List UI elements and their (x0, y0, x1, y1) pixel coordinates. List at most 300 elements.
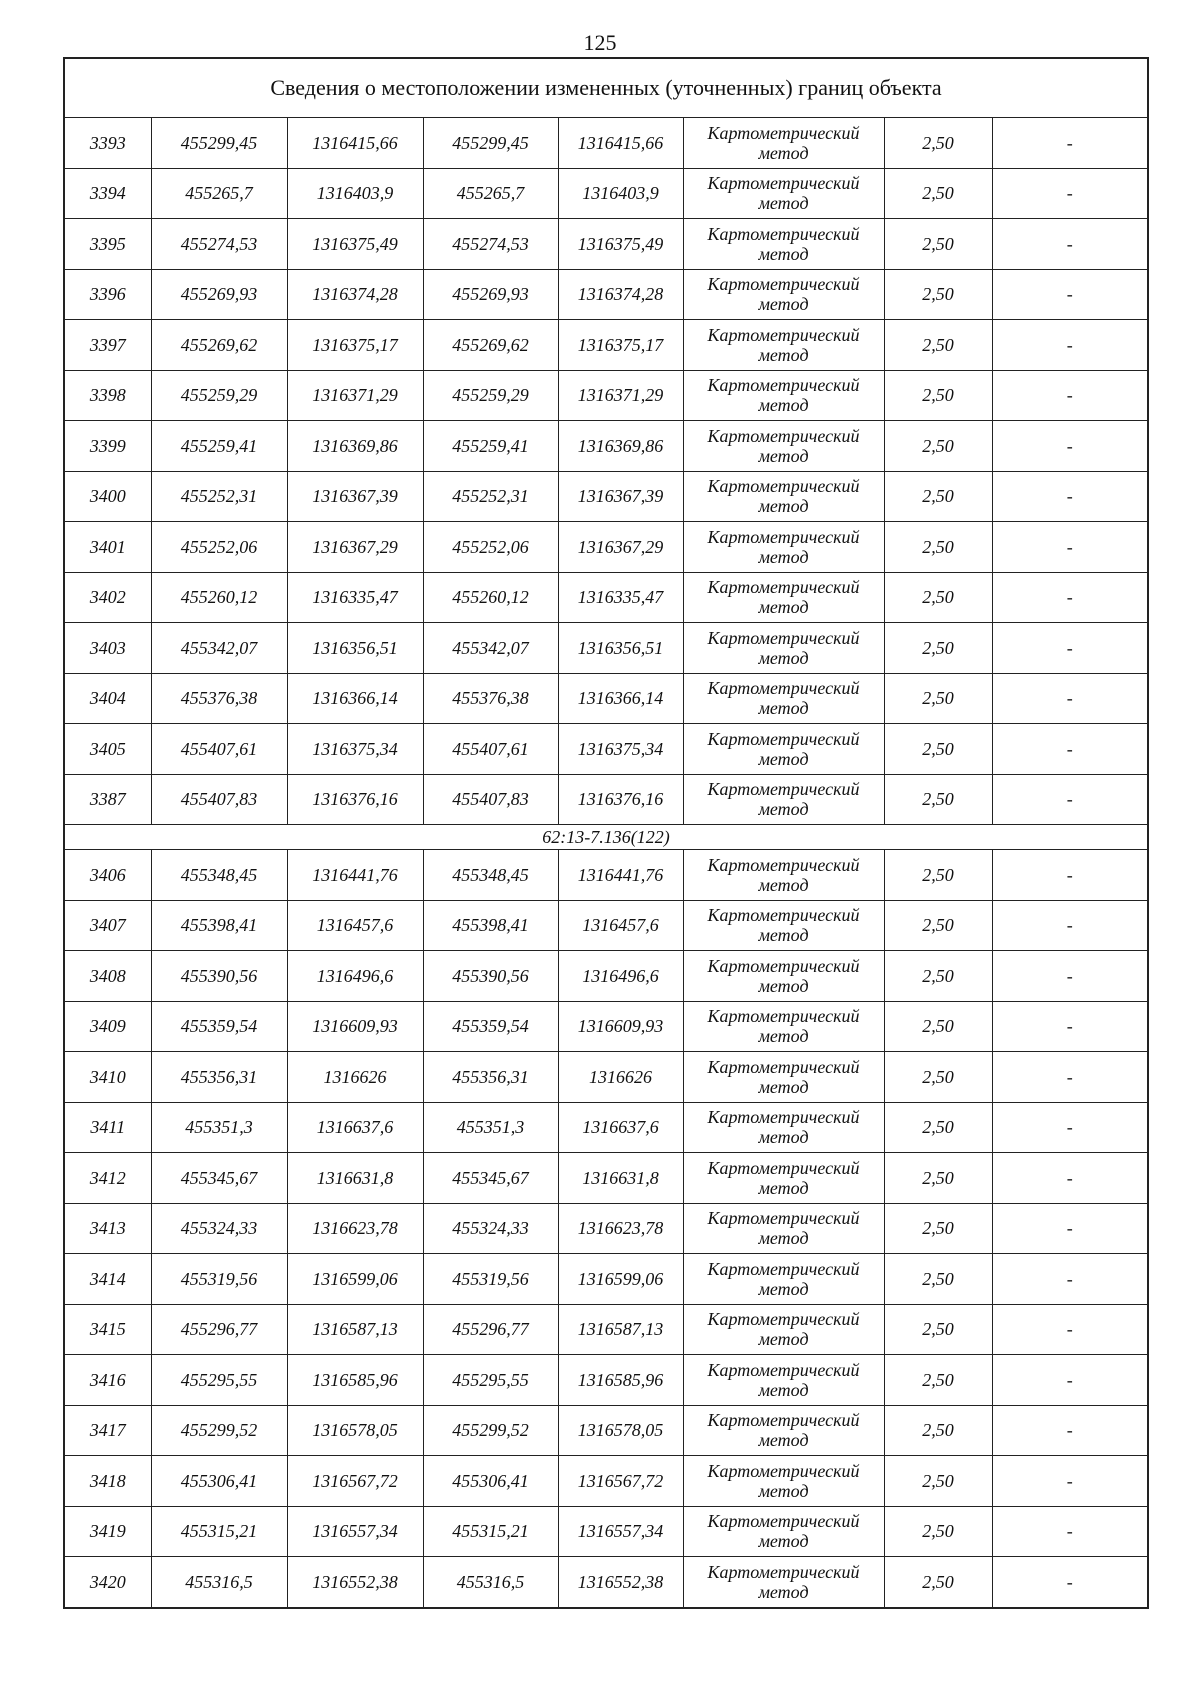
table-row (64, 1052, 1148, 1103)
method-cell (683, 572, 884, 623)
existing-x-cell: 455252,06 (151, 522, 287, 573)
note-cell: - (992, 774, 1148, 825)
method-line1: Картометрический (707, 122, 860, 143)
accuracy-cell: 2,50 (884, 1557, 992, 1608)
existing-x-cell: 455324,33 (151, 1203, 287, 1254)
point-number-cell: 3420 (64, 1557, 151, 1608)
existing-y-cell: 1316609,93 (287, 1001, 423, 1052)
note-cell: - (992, 1203, 1148, 1254)
page-number: 125 (583, 30, 617, 55)
accuracy-cell: 2,50 (884, 623, 992, 674)
note-cell: - (992, 1456, 1148, 1507)
accuracy-cell: 2,50 (884, 1456, 992, 1507)
table-row (64, 850, 1148, 901)
point-number-cell: 3408 (64, 951, 151, 1002)
existing-x-cell: 455265,7 (151, 168, 287, 219)
method-cell (683, 673, 884, 724)
note-cell: - (992, 1304, 1148, 1355)
method-line1: Картометрический (707, 678, 860, 699)
existing-x-cell: 455260,12 (151, 572, 287, 623)
note-cell: - (992, 421, 1148, 472)
refined-x-cell: 455356,31 (423, 1052, 558, 1103)
accuracy-cell: 2,50 (884, 1304, 992, 1355)
note-cell: - (992, 522, 1148, 573)
method-line1: Картометрический (707, 854, 860, 875)
point-number-cell: 3405 (64, 724, 151, 775)
existing-x-cell: 455398,41 (151, 900, 287, 951)
method-line2: метод (758, 597, 809, 618)
note-cell: - (992, 900, 1148, 951)
method-line1: Картометрический (707, 173, 860, 194)
section-header-row (64, 825, 1148, 850)
method-line1: Картометрический (707, 223, 860, 244)
existing-x-cell: 455296,77 (151, 1304, 287, 1355)
method-line1: Картометрический (707, 425, 860, 446)
existing-y-cell: 1316415,66 (287, 118, 423, 169)
existing-x-cell: 455269,93 (151, 269, 287, 320)
existing-x-cell: 455259,41 (151, 421, 287, 472)
method-line1: Картометрический (707, 1258, 860, 1279)
refined-y-cell: 1316637,6 (558, 1102, 683, 1153)
existing-y-cell: 1316557,34 (287, 1506, 423, 1557)
method-line1: Картометрический (707, 1208, 860, 1229)
refined-x-cell: 455265,7 (423, 168, 558, 219)
note-cell: - (992, 118, 1148, 169)
existing-y-cell: 1316375,34 (287, 724, 423, 775)
existing-x-cell: 455348,45 (151, 850, 287, 901)
accuracy-cell: 2,50 (884, 1001, 992, 1052)
existing-y-cell: 1316369,86 (287, 421, 423, 472)
point-number-cell: 3412 (64, 1153, 151, 1204)
method-line2: метод (758, 294, 809, 315)
point-number-cell: 3417 (64, 1405, 151, 1456)
note-cell: - (992, 623, 1148, 674)
point-number-cell: 3396 (64, 269, 151, 320)
accuracy-cell: 2,50 (884, 572, 992, 623)
method-line1: Картометрический (707, 274, 860, 295)
method-cell (683, 421, 884, 472)
method-cell (683, 1203, 884, 1254)
accuracy-cell: 2,50 (884, 421, 992, 472)
method-line1: Картометрический (707, 324, 860, 345)
point-number-cell: 3402 (64, 572, 151, 623)
method-line2: метод (758, 395, 809, 416)
accuracy-cell: 2,50 (884, 370, 992, 421)
note-cell: - (992, 1506, 1148, 1557)
existing-x-cell: 455316,5 (151, 1557, 287, 1608)
refined-y-cell: 1316375,17 (558, 320, 683, 371)
method-line2: метод (758, 698, 809, 719)
accuracy-cell: 2,50 (884, 1153, 992, 1204)
method-line1: Картометрический (707, 375, 860, 396)
point-number-cell: 3400 (64, 471, 151, 522)
method-cell (683, 1557, 884, 1608)
point-number-cell: 3398 (64, 370, 151, 421)
method-line2: метод (758, 1329, 809, 1350)
refined-y-cell: 1316415,66 (558, 118, 683, 169)
method-cell (683, 471, 884, 522)
table-row (64, 320, 1148, 371)
point-number-cell: 3387 (64, 774, 151, 825)
note-cell: - (992, 1405, 1148, 1456)
table-row (64, 724, 1148, 775)
existing-y-cell: 1316587,13 (287, 1304, 423, 1355)
note-cell: - (992, 1355, 1148, 1406)
refined-x-cell: 455299,45 (423, 118, 558, 169)
method-cell (683, 1456, 884, 1507)
method-line2: метод (758, 142, 809, 163)
refined-x-cell: 455359,54 (423, 1001, 558, 1052)
method-line2: метод (758, 874, 809, 895)
refined-x-cell: 455260,12 (423, 572, 558, 623)
existing-y-cell: 1316366,14 (287, 673, 423, 724)
table-row (64, 168, 1148, 219)
refined-x-cell: 455306,41 (423, 1456, 558, 1507)
existing-y-cell: 1316375,49 (287, 219, 423, 270)
accuracy-cell: 2,50 (884, 118, 992, 169)
method-line2: метод (758, 975, 809, 996)
existing-y-cell: 1316403,9 (287, 168, 423, 219)
refined-x-cell: 455315,21 (423, 1506, 558, 1557)
section-label: 62:13-7.136(122) (64, 825, 1148, 850)
refined-y-cell: 1316457,6 (558, 900, 683, 951)
method-line2: метод (758, 1379, 809, 1400)
method-line2: метод (758, 1177, 809, 1198)
note-cell: - (992, 724, 1148, 775)
refined-x-cell: 455324,33 (423, 1203, 558, 1254)
existing-y-cell: 1316552,38 (287, 1557, 423, 1608)
method-cell (683, 522, 884, 573)
method-line1: Картометрический (707, 526, 860, 547)
note-cell: - (992, 1557, 1148, 1608)
method-line2: метод (758, 1076, 809, 1097)
accuracy-cell: 2,50 (884, 1405, 992, 1456)
method-cell (683, 1153, 884, 1204)
existing-y-cell: 1316585,96 (287, 1355, 423, 1406)
method-line2: метод (758, 1581, 809, 1602)
table-row (64, 774, 1148, 825)
refined-x-cell: 455345,67 (423, 1153, 558, 1204)
point-number-cell: 3416 (64, 1355, 151, 1406)
existing-y-cell: 1316567,72 (287, 1456, 423, 1507)
refined-x-cell: 455376,38 (423, 673, 558, 724)
existing-x-cell: 455299,52 (151, 1405, 287, 1456)
accuracy-cell: 2,50 (884, 1102, 992, 1153)
method-cell (683, 1355, 884, 1406)
method-cell (683, 269, 884, 320)
refined-y-cell: 1316631,8 (558, 1153, 683, 1204)
table-row (64, 1254, 1148, 1305)
note-cell: - (992, 1001, 1148, 1052)
refined-y-cell: 1316375,49 (558, 219, 683, 270)
table-row (64, 572, 1148, 623)
refined-y-cell: 1316366,14 (558, 673, 683, 724)
table-row (64, 370, 1148, 421)
existing-y-cell: 1316631,8 (287, 1153, 423, 1204)
table-row (64, 1506, 1148, 1557)
method-line1: Картометрический (707, 955, 860, 976)
existing-y-cell: 1316335,47 (287, 572, 423, 623)
method-line2: метод (758, 647, 809, 668)
method-line1: Картометрический (707, 627, 860, 648)
note-cell: - (992, 951, 1148, 1002)
existing-x-cell: 455274,53 (151, 219, 287, 270)
table-row (64, 1203, 1148, 1254)
note-cell: - (992, 269, 1148, 320)
table-row (64, 118, 1148, 169)
accuracy-cell: 2,50 (884, 1203, 992, 1254)
point-number-cell: 3414 (64, 1254, 151, 1305)
note-cell: - (992, 673, 1148, 724)
method-cell (683, 850, 884, 901)
accuracy-cell: 2,50 (884, 522, 992, 573)
method-line1: Картометрический (707, 905, 860, 926)
note-cell: - (992, 471, 1148, 522)
note-cell: - (992, 572, 1148, 623)
existing-x-cell: 455359,54 (151, 1001, 287, 1052)
table-row (64, 673, 1148, 724)
table-row (64, 1405, 1148, 1456)
note-cell: - (992, 219, 1148, 270)
refined-y-cell: 1316374,28 (558, 269, 683, 320)
method-line1: Картометрический (707, 577, 860, 598)
point-number-cell: 3404 (64, 673, 151, 724)
existing-y-cell: 1316637,6 (287, 1102, 423, 1153)
refined-x-cell: 455398,41 (423, 900, 558, 951)
point-number-cell: 3397 (64, 320, 151, 371)
method-line1: Картометрический (707, 1410, 860, 1431)
refined-x-cell: 455259,29 (423, 370, 558, 421)
table-row (64, 269, 1148, 320)
accuracy-cell: 2,50 (884, 219, 992, 270)
note-cell: - (992, 1102, 1148, 1153)
table-row (64, 1557, 1148, 1608)
accuracy-cell: 2,50 (884, 471, 992, 522)
existing-x-cell: 455376,38 (151, 673, 287, 724)
method-line2: метод (758, 925, 809, 946)
accuracy-cell: 2,50 (884, 774, 992, 825)
table-row (64, 471, 1148, 522)
method-line2: метод (758, 1531, 809, 1552)
method-line2: метод (758, 1278, 809, 1299)
refined-x-cell: 455390,56 (423, 951, 558, 1002)
method-line1: Картометрический (707, 1460, 860, 1481)
method-cell (683, 724, 884, 775)
point-number-cell: 3418 (64, 1456, 151, 1507)
table-row (64, 900, 1148, 951)
table-body (64, 58, 1148, 1608)
point-number-cell: 3409 (64, 1001, 151, 1052)
existing-y-cell: 1316367,29 (287, 522, 423, 573)
refined-y-cell: 1316496,6 (558, 951, 683, 1002)
point-number-cell: 3406 (64, 850, 151, 901)
accuracy-cell: 2,50 (884, 724, 992, 775)
note-cell: - (992, 1254, 1148, 1305)
point-number-cell: 3401 (64, 522, 151, 573)
point-number-cell: 3410 (64, 1052, 151, 1103)
method-cell (683, 1001, 884, 1052)
method-line1: Картометрический (707, 1107, 860, 1128)
table-row (64, 951, 1148, 1002)
accuracy-cell: 2,50 (884, 1506, 992, 1557)
existing-x-cell: 455345,67 (151, 1153, 287, 1204)
table-row (64, 522, 1148, 573)
point-number-cell: 3395 (64, 219, 151, 270)
refined-x-cell: 455269,93 (423, 269, 558, 320)
point-number-cell: 3399 (64, 421, 151, 472)
accuracy-cell: 2,50 (884, 850, 992, 901)
point-number-cell: 3411 (64, 1102, 151, 1153)
method-line2: метод (758, 445, 809, 466)
table-row (64, 1001, 1148, 1052)
method-line1: Картометрический (707, 1006, 860, 1027)
method-line2: метод (758, 799, 809, 820)
existing-y-cell: 1316374,28 (287, 269, 423, 320)
existing-y-cell: 1316623,78 (287, 1203, 423, 1254)
method-line1: Картометрический (707, 1309, 860, 1330)
refined-x-cell: 455252,31 (423, 471, 558, 522)
refined-y-cell: 1316335,47 (558, 572, 683, 623)
refined-x-cell: 455407,83 (423, 774, 558, 825)
method-cell (683, 1405, 884, 1456)
method-line2: метод (758, 243, 809, 264)
table-row (64, 1304, 1148, 1355)
accuracy-cell: 2,50 (884, 320, 992, 371)
existing-y-cell: 1316496,6 (287, 951, 423, 1002)
method-line1: Картометрический (707, 476, 860, 497)
refined-x-cell: 455342,07 (423, 623, 558, 674)
existing-y-cell: 1316626 (287, 1052, 423, 1103)
accuracy-cell: 2,50 (884, 269, 992, 320)
point-number-cell: 3407 (64, 900, 151, 951)
method-line2: метод (758, 1430, 809, 1451)
existing-x-cell: 455252,31 (151, 471, 287, 522)
existing-x-cell: 455259,29 (151, 370, 287, 421)
method-line1: Картометрический (707, 728, 860, 749)
point-number-cell: 3413 (64, 1203, 151, 1254)
method-cell (683, 623, 884, 674)
accuracy-cell: 2,50 (884, 1254, 992, 1305)
existing-y-cell: 1316457,6 (287, 900, 423, 951)
method-cell (683, 219, 884, 270)
accuracy-cell: 2,50 (884, 900, 992, 951)
existing-y-cell: 1316367,39 (287, 471, 423, 522)
method-line2: метод (758, 748, 809, 769)
method-line2: метод (758, 1127, 809, 1148)
refined-x-cell: 455299,52 (423, 1405, 558, 1456)
method-line1: Картометрический (707, 1561, 860, 1582)
method-line1: Картометрический (707, 1157, 860, 1178)
note-cell: - (992, 320, 1148, 371)
existing-x-cell: 455407,83 (151, 774, 287, 825)
existing-x-cell: 455315,21 (151, 1506, 287, 1557)
table-row (64, 1153, 1148, 1204)
note-cell: - (992, 1052, 1148, 1103)
refined-x-cell: 455252,06 (423, 522, 558, 573)
table-row (64, 1355, 1148, 1406)
existing-y-cell: 1316375,17 (287, 320, 423, 371)
existing-y-cell: 1316441,76 (287, 850, 423, 901)
refined-y-cell: 1316599,06 (558, 1254, 683, 1305)
existing-x-cell: 455306,41 (151, 1456, 287, 1507)
method-cell (683, 1052, 884, 1103)
refined-y-cell: 1316376,16 (558, 774, 683, 825)
table-row (64, 623, 1148, 674)
method-cell (683, 951, 884, 1002)
refined-y-cell: 1316367,39 (558, 471, 683, 522)
refined-y-cell: 1316552,38 (558, 1557, 683, 1608)
refined-y-cell: 1316567,72 (558, 1456, 683, 1507)
refined-y-cell: 1316609,93 (558, 1001, 683, 1052)
existing-x-cell: 455342,07 (151, 623, 287, 674)
method-line1: Картометрический (707, 1511, 860, 1532)
method-cell (683, 774, 884, 825)
note-cell: - (992, 370, 1148, 421)
method-line1: Картометрический (707, 1359, 860, 1380)
method-cell (683, 1304, 884, 1355)
refined-y-cell: 1316403,9 (558, 168, 683, 219)
refined-y-cell: 1316369,86 (558, 421, 683, 472)
table-row (64, 421, 1148, 472)
method-cell (683, 118, 884, 169)
point-number-cell: 3403 (64, 623, 151, 674)
method-cell (683, 1506, 884, 1557)
refined-x-cell: 455316,5 (423, 1557, 558, 1608)
refined-x-cell: 455296,77 (423, 1304, 558, 1355)
refined-x-cell: 455407,61 (423, 724, 558, 775)
existing-x-cell: 455407,61 (151, 724, 287, 775)
table-title: Сведения о местоположении измененных (уточненных) границ объекта (64, 58, 1148, 118)
boundary-coordinates-table (63, 57, 1149, 1609)
refined-x-cell: 455348,45 (423, 850, 558, 901)
existing-y-cell: 1316371,29 (287, 370, 423, 421)
existing-x-cell: 455351,3 (151, 1102, 287, 1153)
table-row (64, 1102, 1148, 1153)
existing-y-cell: 1316376,16 (287, 774, 423, 825)
refined-y-cell: 1316371,29 (558, 370, 683, 421)
note-cell: - (992, 1153, 1148, 1204)
accuracy-cell: 2,50 (884, 1052, 992, 1103)
method-line1: Картометрический (707, 779, 860, 800)
method-line2: метод (758, 1480, 809, 1501)
method-line2: метод (758, 193, 809, 214)
accuracy-cell: 2,50 (884, 1355, 992, 1406)
refined-x-cell: 455269,62 (423, 320, 558, 371)
refined-y-cell: 1316557,34 (558, 1506, 683, 1557)
existing-x-cell: 455319,56 (151, 1254, 287, 1305)
existing-y-cell: 1316356,51 (287, 623, 423, 674)
accuracy-cell: 2,50 (884, 673, 992, 724)
refined-x-cell: 455274,53 (423, 219, 558, 270)
method-line2: метод (758, 496, 809, 517)
method-cell (683, 370, 884, 421)
method-line1: Картометрический (707, 1056, 860, 1077)
refined-x-cell: 455319,56 (423, 1254, 558, 1305)
refined-x-cell: 455295,55 (423, 1355, 558, 1406)
method-cell (683, 1102, 884, 1153)
existing-y-cell: 1316599,06 (287, 1254, 423, 1305)
method-cell (683, 900, 884, 951)
method-cell (683, 1254, 884, 1305)
existing-x-cell: 455295,55 (151, 1355, 287, 1406)
accuracy-cell: 2,50 (884, 168, 992, 219)
refined-y-cell: 1316375,34 (558, 724, 683, 775)
existing-x-cell: 455299,45 (151, 118, 287, 169)
refined-y-cell: 1316585,96 (558, 1355, 683, 1406)
method-cell (683, 168, 884, 219)
method-line2: метод (758, 1026, 809, 1047)
existing-x-cell: 455269,62 (151, 320, 287, 371)
